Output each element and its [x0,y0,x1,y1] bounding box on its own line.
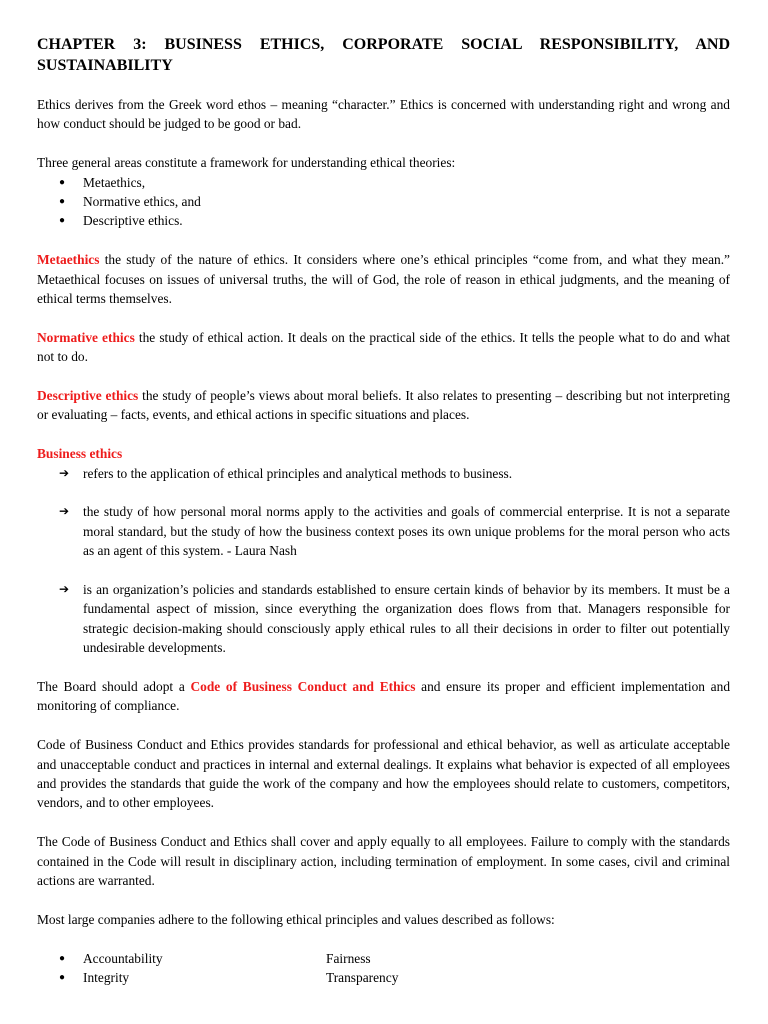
list-item: ● Metaethics, [59,173,730,192]
list-item [59,502,730,560]
list-item [59,464,730,483]
business-ethics-term: Business ethics [37,446,123,462]
descriptive-term: Descriptive ethics [37,388,139,404]
page-title: CHAPTER 3: BUSINESS ETHICS, CORPORATE SOCIAL RESPONSIBILITY, AND SUSTAINABILITY [37,36,730,74]
code-term: Code of Business Conduct and Ethics [190,679,416,695]
metaethics-paragraph [37,250,730,308]
point-text: refers to the application of ethical principles and analytical methods to business. [83,465,513,481]
descriptive-paragraph [37,386,730,425]
board-text-after: and ensure its proper and efficient implementation and monitoring of compliance. [37,679,731,714]
metaethics-text: the study of the nature of ethics. It considers where one’s ethical principles “come from, and what they mean.” Metaethical focuses on issues of universal truths, the will of God, the role of reason in ethical judgments, and the meaning of ethical terms themselves. [37,252,730,307]
framework-list [37,173,730,231]
principles-intro: Most large companies adhere to the following ethical principles and values described as follows: [37,911,555,927]
board-text-before: The Board should adopt a [37,679,191,695]
business-ethics-list [37,464,730,658]
business-ethics-heading [37,444,730,463]
normative-term: Normative ethics [37,329,135,345]
arrow-right-icon: ➔ [59,465,70,480]
arrow-right-icon: ➔ [59,582,70,597]
intro-paragraph: Ethics derives from the Greek word ethos – meaning “character.” Ethics is concerned with understanding right and wrong and how conduct should be judged to be good or bad. [37,97,730,132]
framework-intro: Three general areas constitute a framework for understanding ethical theories: [37,155,456,171]
list-item: Transparency [326,970,399,986]
list-item: ● Descriptive ethics. [59,211,730,230]
list-item: ● Integrity [59,968,326,987]
list-item: Fairness [326,950,371,966]
arrow-right-icon: ➔ [59,504,70,519]
cover-paragraph: The Code of Business Conduct and Ethics shall cover and apply equally to all employees. Failure to comply with the standards contained in the Code will result in disciplinary action, including termination of employment. In some cases, civil and criminal actions are warranted. [37,834,730,889]
normative-text: the study of ethical action. It deals on the practical side of the ethics. It tells the people what to do and what not to do. [37,329,730,365]
list-item: ● Accountability [59,949,326,968]
normative-paragraph [37,328,730,367]
board-paragraph [37,677,730,716]
principles-list [59,949,730,988]
point-text: is an organization’s policies and standards established to ensure certain kinds of behavior by its members. It must be a fundamental aspect of mission, since everything the organization does flows from that. Managers responsible for strategic decision-making should consciously apply ethical rules to all their decisions in order to filter out potentially undesirable developments. [83,582,730,656]
list-item [59,580,730,658]
metaethics-term: Metaethics [37,252,100,268]
descriptive-text: the study of people’s views about moral beliefs. It also relates to presenting – describing but not interpreting or evaluating – facts, events, and ethical actions in specific situations and places. [37,388,730,423]
code-paragraph: Code of Business Conduct and Ethics provides standards for professional and ethical behavior, as well as articulate acceptable and unacceptable conduct and practices in internal and external dealings. It explains what behavior is expected of all employees and provides the standards that guide the work of the company and how the employees should relate to customers, competitors, vendors, and to other employees. [37,737,730,811]
point-text: the study of how personal moral norms apply to the activities and goals of commercial enterprise. It is not a separate moral standard, but the study of how the business context poses its own unique problems for the moral person who acts as an agent of this system. - Laura Nash [83,504,730,559]
list-item: ● Normative ethics, and [59,192,730,211]
